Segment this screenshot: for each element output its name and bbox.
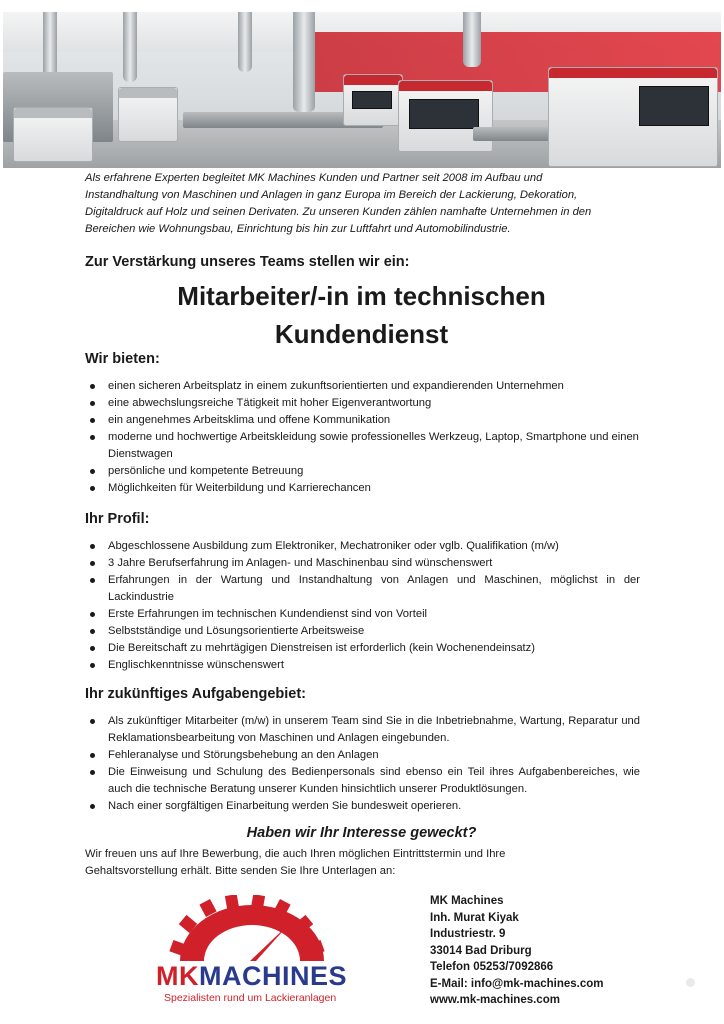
list-item: eine abwechslungsreiche Tätigkeit mit hoher Eigenverantwortung — [85, 395, 640, 412]
page-marker — [686, 978, 695, 987]
mk-machines-logo — [150, 895, 355, 1010]
job-title-line2: Kundendienst — [274, 319, 449, 349]
profile-list — [85, 538, 640, 674]
contact-website[interactable]: www.mk-machines.com — [430, 994, 560, 1006]
cta-line: Gehaltsvorstellung erhält. Bitte senden Sie Ihre Unterlagen an: — [85, 865, 396, 877]
logo-wordmark — [156, 961, 347, 992]
cta-title: Haben wir Ihr Interesse geweckt? — [246, 825, 477, 841]
contact-email[interactable]: E-Mail: info@mk-machines.com — [430, 977, 604, 990]
list-item: Erste Erfahrungen im technischen Kundendienst sind von Vorteil — [85, 606, 640, 623]
list-item: Erfahrungen in der Wartung und Instandhaltung von Anlagen und Maschinen, möglichst in der Lackindustrie — [85, 572, 640, 606]
list-item: Die Bereitschaft zu mehrtägigen Dienstreisen ist erforderlich (kein Wochenendeinsatz) — [85, 640, 640, 657]
list-item: Abgeschlossene Ausbildung zum Elektroniker, Mechatroniker oder vglb. Qualifikation (m/w) — [85, 538, 640, 555]
list-item: ein angenehmes Arbeitsklima und offene Kommunikation — [85, 412, 640, 429]
list-item: Nach einer sorgfältigen Einarbeitung werden Sie bundesweit operieren. — [85, 798, 640, 815]
intro-line: Instandhaltung von Maschinen und Anlagen in ganz Europa im Bereich der Lackierung, Dekoration, — [85, 189, 578, 201]
logo-mk: MK — [156, 961, 199, 991]
company-intro — [85, 170, 638, 238]
job-title-line1: Mitarbeiter/-in im technischen — [177, 281, 546, 311]
contact-street: Industriestr. 9 — [430, 928, 506, 940]
job-title — [85, 277, 638, 353]
profile-section-title: Ihr Profil: — [85, 511, 150, 527]
list-item: moderne und hochwertige Arbeitskleidung sowie professionelles Werkzeug, Laptop, Smartphone und einen Dienstwagen — [85, 429, 640, 463]
offer-section-title: Wir bieten: — [85, 351, 160, 367]
tasks-list — [85, 713, 640, 815]
contact-block — [430, 893, 680, 1009]
list-item: einen sicheren Arbeitsplatz in einem zukunftsorientierten und expandierenden Unternehmen — [85, 378, 640, 395]
list-item: Als zukünftiger Mitarbeiter (m/w) in unserem Team sind Sie in die Inbetriebnahme, Wartung, Reparatur und Reklamationsbearbeitung von Maschinen und Anlagen eingebunden. — [85, 713, 640, 747]
header-factory-photo — [3, 12, 721, 168]
list-item: persönliche und kompetente Betreuung — [85, 463, 640, 480]
list-item: Selbstständige und Lösungsorientierte Arbeitsweise — [85, 623, 640, 640]
contact-owner: Inh. Murat Kiyak — [430, 911, 519, 924]
intro-line: Als erfahrene Experten begleitet MK Machines Kunden und Partner seit 2008 im Aufbau und — [85, 172, 543, 184]
contact-phone: Telefon 05253/7092866 — [430, 961, 554, 973]
cta-text — [85, 846, 638, 880]
offer-list — [85, 378, 640, 497]
intro-line: Bereichen wie Wohnungsbau, Einrichtung bis hin zur Luftfahrt und Automobilindustrie. — [85, 223, 511, 235]
intro-line: Digitaldruck auf Holz und seinen Derivaten. Zu unseren Kunden zählen namhafte Unternehmen in den — [85, 206, 592, 218]
logo-tagline: Spezialisten rund um Lackieranlagen — [164, 992, 337, 1004]
list-item: 3 Jahre Berufserfahrung im Anlagen- und Maschinenbau sind wünschenswert — [85, 555, 640, 572]
tasks-section-title: Ihr zukünftiges Aufgabengebiet: — [85, 686, 306, 702]
contact-city: 33014 Bad Driburg — [430, 944, 532, 957]
gear-logo-icon — [150, 895, 355, 965]
list-item: Möglichkeiten für Weiterbildung und Karrierechancen — [85, 480, 640, 497]
team-subheading: Zur Verstärkung unseres Teams stellen wir ein: — [85, 254, 410, 270]
logo-machines: MACHINES — [199, 961, 348, 991]
cta-line: Wir freuen uns auf Ihre Bewerbung, die auch Ihren möglichen Eintrittstermin und Ihre — [85, 848, 506, 860]
list-item: Fehleranalyse und Störungsbehebung an den Anlagen — [85, 747, 640, 764]
list-item: Englischkenntnisse wünschenswert — [85, 657, 640, 674]
list-item: Die Einweisung und Schulung des Bedienpersonals sind ebenso ein Teil ihres Aufgabenbereiches, wie auch die technische Beratung unserer Kunden hinsichtlich unserer Produktlösungen. — [85, 764, 640, 798]
contact-company: MK Machines — [430, 895, 504, 907]
